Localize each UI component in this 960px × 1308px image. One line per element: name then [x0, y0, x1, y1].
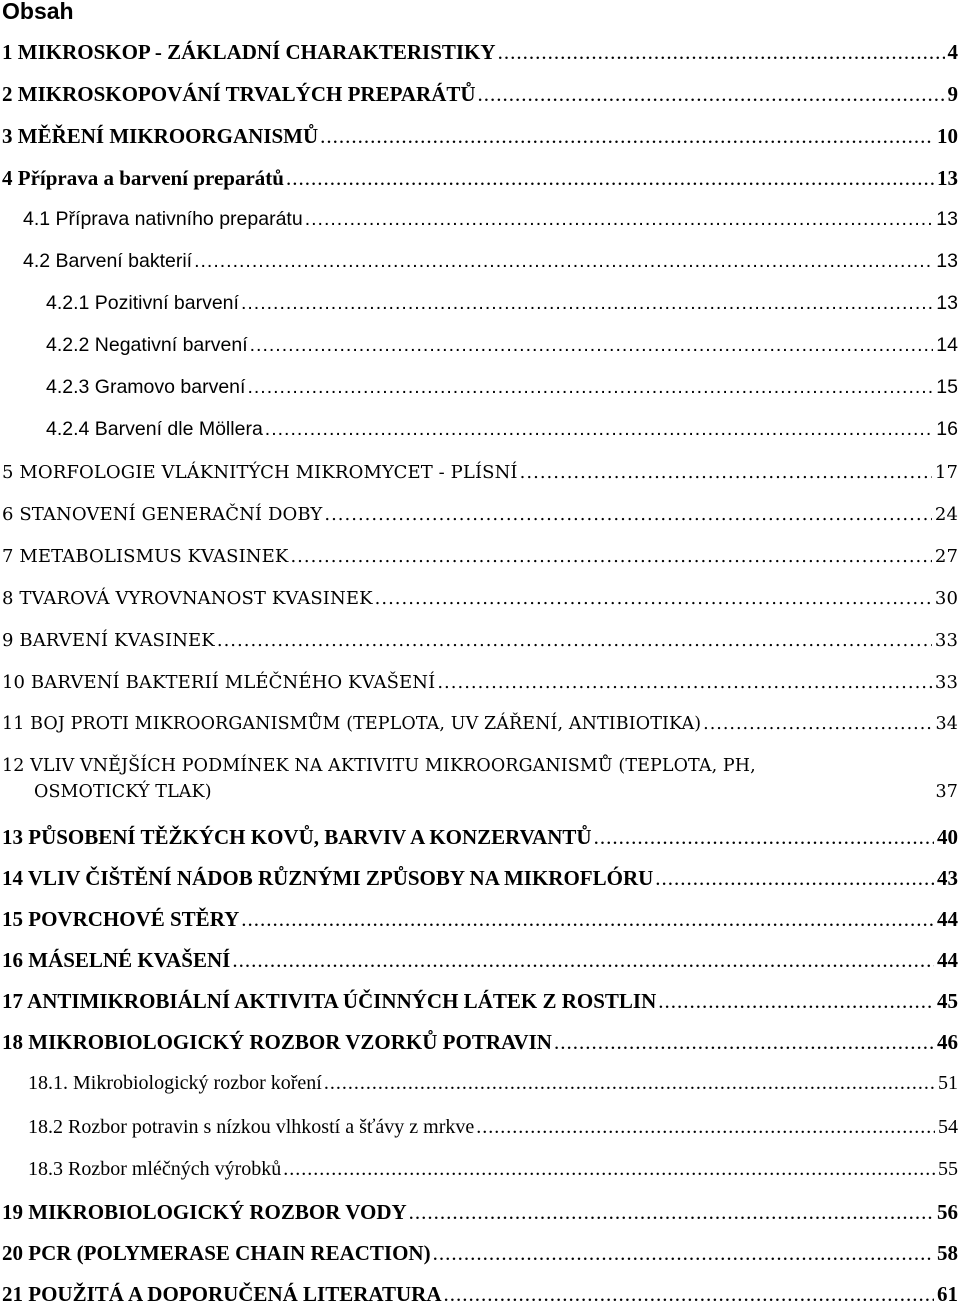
toc-entry-page: 51: [938, 1072, 958, 1094]
toc-entry-6[interactable]: [0, 504, 960, 525]
toc-entry-4-2-1[interactable]: [0, 292, 960, 315]
toc-entry-title: 2 MIKROSKOPOVÁNÍ TRVALÝCH PREPARÁTŮ: [2, 82, 476, 106]
toc-leader-dots: [232, 948, 934, 973]
toc-entry-4-2[interactable]: [0, 250, 960, 273]
toc-entry-title: 10 BARVENÍ BAKTERIÍ MLÉČNÉHO KVAŠENÍ: [2, 672, 436, 693]
toc-entry-page: 13: [936, 292, 958, 314]
toc-entry-page: 54: [938, 1116, 958, 1138]
toc-entry-1[interactable]: [0, 40, 960, 65]
toc-leader-dots: [283, 1158, 935, 1181]
toc-entry-page: 14: [936, 334, 958, 356]
toc-entry-page: 34: [935, 714, 958, 734]
toc-entry-title: 3 MĚŘENÍ MIKROORGANISMŮ: [2, 124, 319, 148]
toc-entry-page: 61: [937, 1282, 958, 1306]
toc-leader-dots: [476, 1116, 935, 1139]
toc-entry-title: 5 MORFOLOGIE VLÁKNITÝCH MIKROMYCET - PLÍSNÍ: [2, 462, 518, 483]
toc-entry-4-2-2[interactable]: [0, 334, 960, 357]
toc-entry-15[interactable]: [0, 907, 960, 932]
toc-entry-page: 58: [937, 1241, 958, 1265]
toc-entry-19[interactable]: [0, 1200, 960, 1225]
toc-leader-dots: [594, 825, 934, 850]
toc-entry-page: 56: [937, 1200, 958, 1224]
toc-entry-page: 27: [934, 546, 958, 567]
toc-entry-9[interactable]: [0, 630, 960, 651]
toc-entry-page: 4: [947, 40, 958, 64]
toc-entry-title: 18.3 Rozbor mléčných výrobků: [28, 1158, 282, 1180]
toc-entry-18-3[interactable]: [0, 1158, 960, 1181]
toc-leader-dots: [290, 546, 931, 567]
toc-entry-title: 4 Příprava a barvení preparátů: [2, 166, 284, 190]
toc-entry-title: 4.1 Příprava nativního preparátu: [23, 208, 303, 230]
toc-entry-page: 17: [934, 462, 958, 483]
toc-leader-dots: [241, 907, 934, 932]
toc-entry-title: 13 PŮSOBENÍ TĚŽKÝCH KOVŮ, BARVIV A KONZERVANTŮ: [2, 825, 592, 849]
toc-entry-13[interactable]: [0, 825, 960, 850]
toc-entry-page: 10: [937, 124, 958, 148]
toc-leader-dots: [433, 1241, 934, 1266]
toc-heading: Obsah: [2, 0, 74, 24]
toc-entry-4-2-3[interactable]: [0, 376, 960, 399]
toc-entry-page: 13: [936, 250, 958, 272]
toc-entry-3[interactable]: [0, 124, 960, 149]
toc-entry-12[interactable]: [0, 756, 960, 802]
toc-entry-10[interactable]: [0, 672, 960, 693]
toc-entry-title: 4.2.3 Gramovo barvení: [46, 376, 246, 398]
toc-entry-title: 19 MIKROBIOLOGICKÝ ROZBOR VODY: [2, 1200, 407, 1224]
toc-entry-title: 1 MIKROSKOP - ZÁKLADNÍ CHARAKTERISTIKY: [2, 40, 496, 64]
toc-leader-dots: [320, 124, 934, 149]
toc-entry-18-1[interactable]: [0, 1072, 960, 1095]
toc-entry-page: 55: [938, 1158, 958, 1180]
toc-entry-title: 7 METABOLISMUS KVASINEK: [2, 546, 289, 567]
toc-entry-page: 40: [937, 825, 958, 849]
toc-entry-title: 18.2 Rozbor potravin s nízkou vlhkostí a šťávy z mrkve: [28, 1116, 475, 1138]
toc-entry-16[interactable]: [0, 948, 960, 973]
toc-entry-title: 21 POUŽITÁ A DOPORUČENÁ LITERATURA: [2, 1282, 442, 1306]
toc-entry-18-2[interactable]: [0, 1116, 960, 1139]
toc-entry-title: 18 MIKROBIOLOGICKÝ ROZBOR VZORKŮ POTRAVIN: [2, 1030, 552, 1054]
toc-leader-dots: [444, 1282, 935, 1307]
toc-leader-dots: [478, 82, 945, 107]
toc-entry-page: 13: [936, 208, 958, 230]
toc-entry-title: 4.2 Barvení bakterií: [23, 250, 193, 272]
toc-leader-dots: [241, 292, 933, 315]
toc-leader-dots: [375, 588, 932, 609]
toc-entry-page: 33: [934, 672, 958, 693]
toc-entry-page: 33: [934, 630, 958, 651]
toc-entry-title: 16 MÁSELNÉ KVAŠENÍ: [2, 948, 231, 972]
toc-entry-title: 20 PCR (POLYMERASE CHAIN REACTION): [2, 1241, 431, 1265]
toc-entry-page: 9: [947, 82, 958, 106]
toc-entry-21[interactable]: [0, 1282, 960, 1307]
toc-entry-page: 45: [937, 989, 958, 1013]
toc-leader-dots: [265, 418, 934, 441]
toc-leader-dots: [286, 166, 934, 191]
toc-entry-page: 43: [937, 866, 958, 890]
toc-entry-4[interactable]: [0, 166, 960, 191]
toc-entry-4-1[interactable]: [0, 208, 960, 231]
toc-entry-title-line2: OSMOTICKÝ TLAK): [34, 782, 212, 802]
toc-entry-page: 44: [937, 907, 958, 931]
toc-entry-title: 15 POVRCHOVÉ STĚRY: [2, 907, 240, 931]
toc-leader-dots: [194, 250, 933, 273]
toc-entry-5[interactable]: [0, 462, 960, 483]
toc-entry-title: 4.2.4 Barvení dle Möllera: [46, 418, 263, 440]
toc-leader-dots: [520, 462, 932, 483]
toc-entry-title: 4.2.1 Pozitivní barvení: [46, 292, 239, 314]
toc-entry-page: 15: [936, 376, 958, 398]
toc-entry-page: 24: [934, 504, 958, 525]
toc-leader-dots: [409, 1200, 934, 1225]
toc-entry-2[interactable]: [0, 82, 960, 107]
toc-entry-page: 13: [937, 166, 958, 190]
toc-leader-dots: [437, 672, 932, 693]
toc-entry-title-line1: 12 VLIV VNĚJŠÍCH PODMÍNEK NA AKTIVITU MIKROORGANISMŮ (TEPLOTA, PH,: [2, 756, 756, 776]
toc-entry-20[interactable]: [0, 1241, 960, 1266]
toc-leader-dots: [554, 1030, 934, 1055]
toc-entry-14[interactable]: [0, 866, 960, 891]
toc-leader-dots: [658, 989, 934, 1014]
toc-entry-page: 37: [935, 782, 958, 802]
toc-leader-dots: [703, 714, 932, 734]
toc-leader-dots: [324, 504, 932, 525]
toc-entry-8[interactable]: [0, 588, 960, 609]
toc-entry-title: 9 BARVENÍ KVASINEK: [2, 630, 215, 651]
toc-leader-dots: [324, 1072, 935, 1095]
toc-entry-17[interactable]: [0, 989, 960, 1014]
toc-entry-title: 18.1. Mikrobiologický rozbor koření: [28, 1072, 322, 1094]
toc-entry-7[interactable]: [0, 546, 960, 567]
toc-entry-title: 14 VLIV ČIŠTĚNÍ NÁDOB RŮZNÝMI ZPŮSOBY NA MIKROFLÓRU: [2, 866, 654, 890]
toc-leader-dots: [217, 630, 932, 651]
toc-entry-18[interactable]: [0, 1030, 960, 1055]
toc-leader-dots: [250, 334, 934, 357]
toc-leader-dots: [498, 40, 945, 65]
toc-entry-11[interactable]: [0, 714, 960, 734]
toc-leader-dots: [247, 376, 933, 399]
toc-entry-page: 44: [937, 948, 958, 972]
toc-entry-page: 30: [934, 588, 958, 609]
toc-entry-title: 8 TVAROVÁ VYROVNANOST KVASINEK: [2, 588, 373, 609]
toc-entry-4-2-4[interactable]: [0, 418, 960, 441]
toc-entry-title: 4.2.2 Negativní barvení: [46, 334, 248, 356]
toc-entry-title: 6 STANOVENÍ GENERAČNÍ DOBY: [2, 504, 323, 525]
toc-leader-dots: [305, 208, 934, 231]
toc-entry-page: 16: [936, 418, 958, 440]
toc-entry-page: 46: [937, 1030, 958, 1054]
toc-entry-title: 17 ANTIMIKROBIÁLNÍ AKTIVITA ÚČINNÝCH LÁTEK Z ROSTLIN: [2, 989, 657, 1013]
toc-entry-title: 11 BOJ PROTI MIKROORGANISMŮM (TEPLOTA, UV ZÁŘENÍ, ANTIBIOTIKA): [2, 714, 702, 734]
toc-leader-dots: [655, 866, 934, 891]
